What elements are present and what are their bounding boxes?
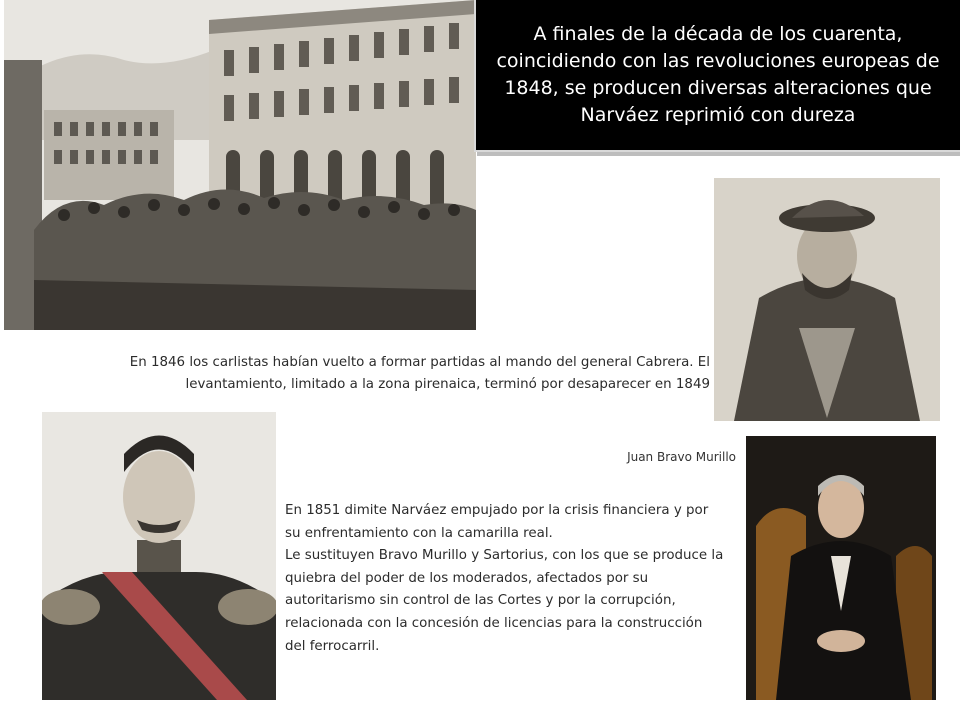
slide-title: A finales de la década de los cuarenta, coincidiendo con las revoluciones europeas de 1848, se producen diversas alteraciones que Narváez reprimió con dureza bbox=[496, 23, 940, 126]
cabrera-paragraph: En 1846 los carlistas habían vuelto a formar partidas al mando del general Cabrera. El levantamiento, limitado a la zona pirenaica, terminó por desaparecer en 1849 bbox=[129, 355, 710, 392]
title-box bbox=[476, 0, 960, 150]
street-crowd-engraving-image bbox=[4, 0, 476, 330]
portrait-narvaez-image bbox=[42, 412, 276, 700]
narvaez-paragraph-line1: En 1851 dimite Narváez empujado por la crisis financiera y por su enfrentamiento con la camarilla real. bbox=[285, 503, 709, 541]
bravo-murillo-caption: Juan Bravo Murillo bbox=[627, 450, 736, 464]
narvaez-paragraph-line2: Le sustituyen Bravo Murillo y Sartorius, con los que se produce la quiebra del poder de los moderados, afectados por su autoritarismo sin control de las Cortes y por la corrupción, relacionada con la concesión de licencias para la construcción del ferrocarril. bbox=[285, 548, 724, 654]
narvaez-paragraph bbox=[285, 500, 725, 658]
portrait-bravo-murillo-image bbox=[746, 436, 936, 700]
portrait-cabrera-image bbox=[714, 178, 940, 421]
